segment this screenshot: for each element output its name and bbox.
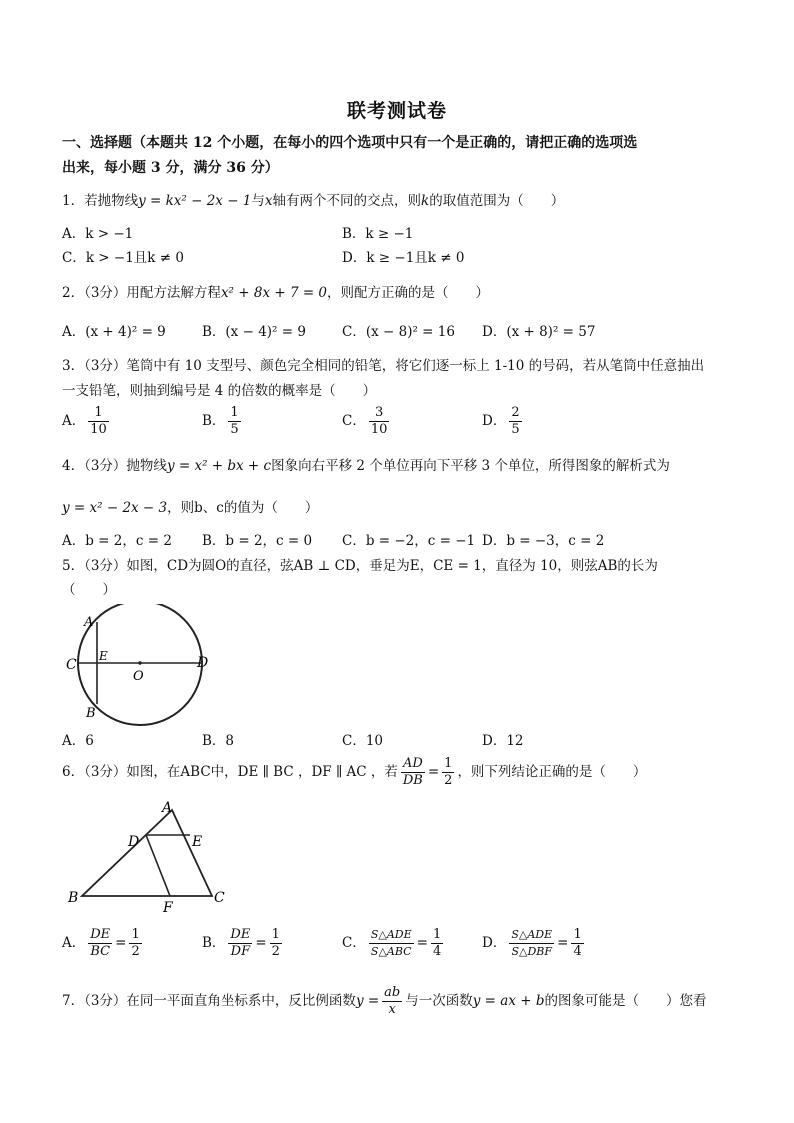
label-c: C <box>66 657 77 673</box>
q3-option-b: B． $\frac{1}{5}$ <box>202 405 239 437</box>
question-3-line2: 一支铅笔，则抽到编号是 4 的倍数的概率是（ ） <box>62 383 377 399</box>
question-6: 6．（3分）如图，在ABC中，DE ∥ BC ，DF ∥ AC ，若 $\frac{AD}{DB}$ = $\frac{1}{2}$ ，则下列结论正确的是（ ） <box>62 756 647 788</box>
q1-option-d: D．k ≥ −1且k ≠ 0 <box>342 250 465 266</box>
q1-option-c: C．k > −1且k ≠ 0 <box>62 250 184 266</box>
q5-option-a: A．6 <box>62 733 94 749</box>
q2-option-b: B．(x − 4)² = 9 <box>202 324 306 340</box>
q2-option-d: D．(x + 8)² = 57 <box>482 324 596 340</box>
section-heading-line2: 出来，每小题 3 分，满分 36 分） <box>62 160 279 176</box>
label-b: B <box>68 890 79 906</box>
page-title: 联考测试卷 <box>346 100 447 122</box>
q6-option-a: A． $\frac{DE}{BC}$ = $\frac{1}{2}$ <box>62 927 140 959</box>
question-3-line1: 3．（3分）笔筒中有 10 支型号、颜色完全相同的铅笔，将它们逐一标上 1-10 的号码，若从笔筒中任意抽出 <box>62 358 705 374</box>
label-f: F <box>163 900 173 916</box>
question-2: 2．（3分）用配方法解方程x² + 8x + 7 = 0，则配方正确的是（ ） <box>62 285 490 301</box>
q4-option-a: A．b = 2，c = 2 <box>62 533 172 549</box>
q5-option-b: B．8 <box>202 733 235 749</box>
circle-figure <box>60 604 220 730</box>
q6-option-c: C． $\frac{\text{S△ADE}}{\text{S△ABC}}$ = $\frac{1}{4}$ <box>342 927 442 959</box>
section-heading-line1: 一、选择题（本题共 12 个小题，在每小的四个选项中只有一个是正确的，请把正确的选项选 <box>62 135 638 151</box>
label-o: O <box>133 669 144 684</box>
q6-option-b: B． $\frac{DE}{DF}$ = $\frac{1}{2}$ <box>202 927 280 959</box>
triangle-figure <box>62 798 242 916</box>
label-d: D <box>197 655 209 671</box>
q1-option-b: B．k ≥ −1 <box>342 226 414 242</box>
q3-option-a: A． $\frac{1}{10}$ <box>62 405 107 437</box>
q2-option-c: C．(x − 8)² = 16 <box>342 324 455 340</box>
label-a: A <box>162 800 173 816</box>
label-b: B <box>86 706 96 721</box>
question-7: 7．（3分）在同一平面直角坐标系中，反比例函数y = $\frac{ab}{x}$ 与一次函数y = ax + b的图象可能是（ ）您看 <box>62 985 707 1017</box>
triangle-abc <box>82 810 212 896</box>
question-5-line2: （ ） <box>62 582 116 598</box>
label-a: A <box>84 615 94 630</box>
q2-option-a: A．(x + 4)² = 9 <box>62 324 166 340</box>
q4-option-b: B．b = 2，c = 0 <box>202 533 313 549</box>
q6-option-d: D． $\frac{\text{S△ADE}}{\text{S△DBF}}$ = $\frac{1}{4}$ <box>482 927 582 959</box>
q4-option-d: D．b = −3，c = 2 <box>482 533 605 549</box>
label-d: D <box>128 834 140 850</box>
question-5-line1: 5．（3分）如图，CD为圆O的直径，弦AB ⊥ CD，垂足为E，CE = 1，直径为 10，则弦AB的长为 <box>62 558 658 574</box>
q1-option-a: A．k > −1 <box>62 226 134 242</box>
question-4-line1: 4．（3分）抛物线y = x² + bx + c图象向右平移 2 个单位再向下平移 3 个单位，所得图象的解析式为 <box>62 458 670 474</box>
label-e: E <box>192 834 203 850</box>
label-c: C <box>214 890 225 906</box>
q5-option-d: D．12 <box>482 733 524 749</box>
center-point <box>138 661 142 665</box>
q3-option-d: D． $\frac{2}{5}$ <box>482 405 520 437</box>
q3-option-c: C． $\frac{3}{10}$ <box>342 405 388 437</box>
question-4-line2: y = x² − 2x − 3，则b、c的值为（ ） <box>62 500 319 516</box>
q5-option-c: C．10 <box>342 733 384 749</box>
label-e: E <box>99 649 108 663</box>
q4-option-c: C．b = −2，c = −1 <box>342 533 476 549</box>
segment-df <box>146 835 170 896</box>
q2-formula: x² + 8x + 7 = 0 <box>220 285 328 301</box>
q1-formula: y = kx² − 2x − 1 <box>138 193 252 209</box>
question-1: 1．若抛物线y = kx² − 2x − 1与x轴有两个不同的交点，则k的取值范围为（ ） <box>62 193 565 209</box>
